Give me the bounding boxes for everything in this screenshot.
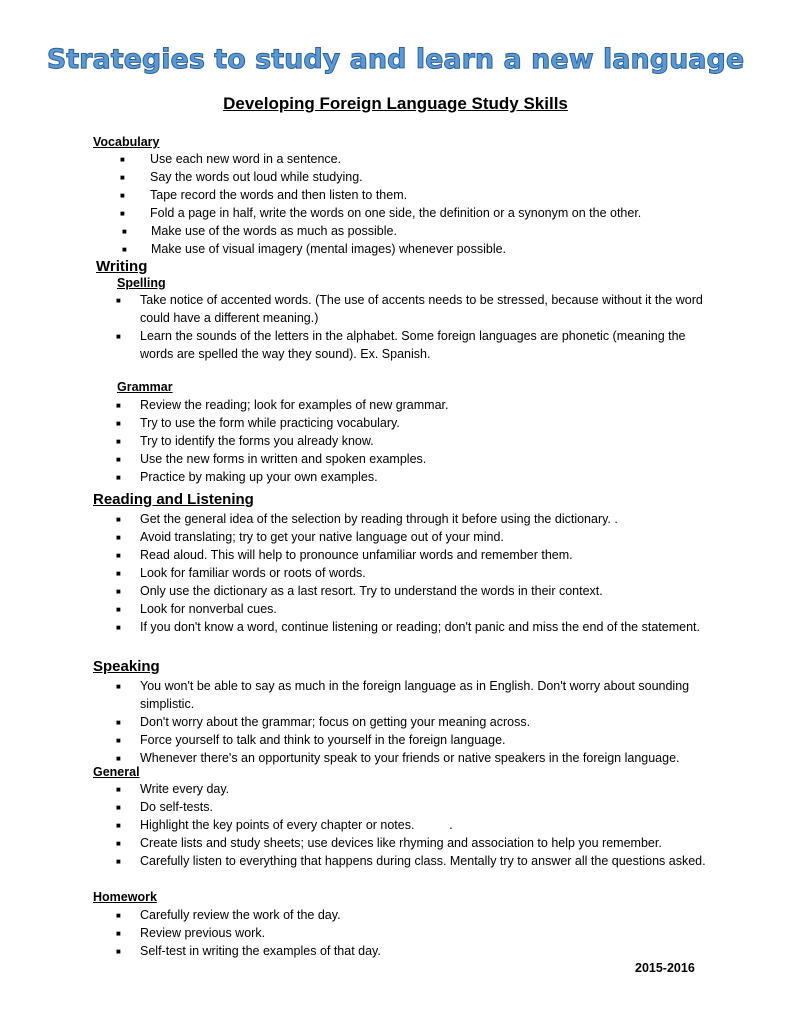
bullet-icon: ■ <box>116 911 121 920</box>
list-item: ■ Don't worry about the grammar; focus on getting your meaning across. <box>116 713 711 731</box>
list-item: ■ Try to identify the forms you already know. <box>116 432 706 450</box>
bullet-icon: ■ <box>116 803 121 812</box>
writing-heading: Writing <box>96 258 148 275</box>
bullet-icon: ■ <box>116 569 121 578</box>
bullet-icon: ■ <box>116 455 121 464</box>
list-item: ■ If you don't know a word, continue listening or reading; don't panic and miss the end of the statement. <box>116 618 706 636</box>
list-item: ■ Write every day. <box>116 780 706 798</box>
spelling-list <box>116 291 706 363</box>
list-item: ■ Tape record the words and then listen to them. <box>120 186 700 204</box>
list-item: ■ Take notice of accented words. (The use of accents needs to be stressed, because without it the word could have a different meaning.) <box>116 293 703 325</box>
homework-list <box>116 906 706 960</box>
bullet-icon: ■ <box>116 401 121 410</box>
list-item: ■ Get the general idea of the selection by reading through it before using the dictionary. . <box>116 510 706 528</box>
bullet-icon: ■ <box>116 587 121 596</box>
bullet-icon: ■ <box>116 623 121 632</box>
list-item: ■ Read aloud. This will help to pronounce unfamiliar words and remember them. <box>116 546 706 564</box>
list-item: ■ Look for familiar words or roots of words. <box>116 564 706 582</box>
bullet-icon: ■ <box>116 682 121 691</box>
list-item: ■ Use each new word in a sentence. <box>120 150 700 168</box>
list-item: ■ Learn the sounds of the letters in the alphabet. Some foreign languages are phonetic (meaning the words are spelled the way they sound). Ex. Spanish. <box>116 329 686 361</box>
spelling-heading: Spelling <box>117 276 166 290</box>
bullet-icon: ■ <box>116 785 121 794</box>
bullet-icon: ■ <box>116 857 121 866</box>
list-item: ■ Whenever there's an opportunity speak to your friends or native speakers in the foreign language. <box>116 749 711 767</box>
list-item: ■ Fold a page in half, write the words on one side, the definition or a synonym on the other. <box>120 204 700 222</box>
bullet-icon: ■ <box>116 839 121 848</box>
speaking-list <box>116 677 711 767</box>
homework-heading: Homework <box>93 890 157 904</box>
list-item: ■ Force yourself to talk and think to yourself in the foreign language. <box>116 731 711 749</box>
bullet-icon: ■ <box>116 605 121 614</box>
bullet-icon: ■ <box>116 515 121 524</box>
list-item: ■ Do self-tests. <box>116 798 706 816</box>
bullet-icon: ■ <box>116 821 121 830</box>
vocabulary-list <box>120 150 700 258</box>
general-heading: General <box>93 765 140 779</box>
list-item: ■ Carefully review the work of the day. <box>116 906 706 924</box>
bullet-icon: ■ <box>120 191 125 200</box>
bullet-icon: ■ <box>122 227 127 236</box>
bullet-icon: ■ <box>116 332 121 341</box>
grammar-heading: Grammar <box>117 380 173 394</box>
list-item: ■ Use the new forms in written and spoken examples. <box>116 450 706 468</box>
bullet-icon: ■ <box>116 947 121 956</box>
list-item: ■ You won't be able to say as much in the foreign language as in English. Don't worry about sounding simplistic. <box>116 679 690 711</box>
bullet-icon: ■ <box>120 209 125 218</box>
bullet-icon: ■ <box>116 296 121 305</box>
list-item: ■ Look for nonverbal cues. <box>116 600 706 618</box>
list-item: ■ Review previous work. <box>116 924 706 942</box>
vocabulary-heading: Vocabulary <box>93 135 160 149</box>
bullet-icon: ■ <box>122 245 127 254</box>
list-item: ■ Make use of visual imagery (mental images) whenever possible. <box>120 240 700 258</box>
bullet-icon: ■ <box>116 754 121 763</box>
reading-listening-list <box>116 510 706 636</box>
list-item: ■ Review the reading; look for examples of new grammar. <box>116 396 706 414</box>
list-item: ■ Try to use the form while practicing vocabulary. <box>116 414 706 432</box>
bullet-icon: ■ <box>116 533 121 542</box>
speaking-heading: Speaking <box>93 658 160 675</box>
list-item: ■ Practice by making up your own examples. <box>116 468 706 486</box>
bullet-icon: ■ <box>116 929 121 938</box>
bullet-icon: ■ <box>120 155 125 164</box>
bullet-icon: ■ <box>116 736 121 745</box>
bullet-icon: ■ <box>116 718 121 727</box>
bullet-icon: ■ <box>116 437 121 446</box>
list-item: ■ Create lists and study sheets; use devices like rhyming and association to help you remember. <box>116 834 706 852</box>
list-item: ■ Avoid translating; try to get your native language out of your mind. <box>116 528 706 546</box>
list-item: ■ Carefully listen to everything that happens during class. Mentally try to answer all the questions asked. <box>116 852 706 870</box>
footer-year: 2015-2016 <box>635 961 695 975</box>
bullet-icon: ■ <box>116 473 121 482</box>
bullet-icon: ■ <box>116 551 121 560</box>
reading-listening-heading: Reading and Listening <box>93 491 254 508</box>
general-list <box>116 780 706 870</box>
page-title: Strategies to study and learn a new language <box>46 44 745 75</box>
page-subtitle: Developing Foreign Language Study Skills <box>223 94 568 113</box>
list-item: ■ Make use of the words as much as possible. <box>120 222 700 240</box>
bullet-icon: ■ <box>116 419 121 428</box>
list-item: ■ Only use the dictionary as a last resort. Try to understand the words in their context. <box>116 582 706 600</box>
list-item: ■ Say the words out loud while studying. <box>120 168 700 186</box>
list-item: ■ Self-test in writing the examples of that day. <box>116 942 706 960</box>
bullet-icon: ■ <box>120 173 125 182</box>
list-item: ■ Highlight the key points of every chapter or notes. . <box>116 816 706 834</box>
grammar-list <box>116 396 706 486</box>
